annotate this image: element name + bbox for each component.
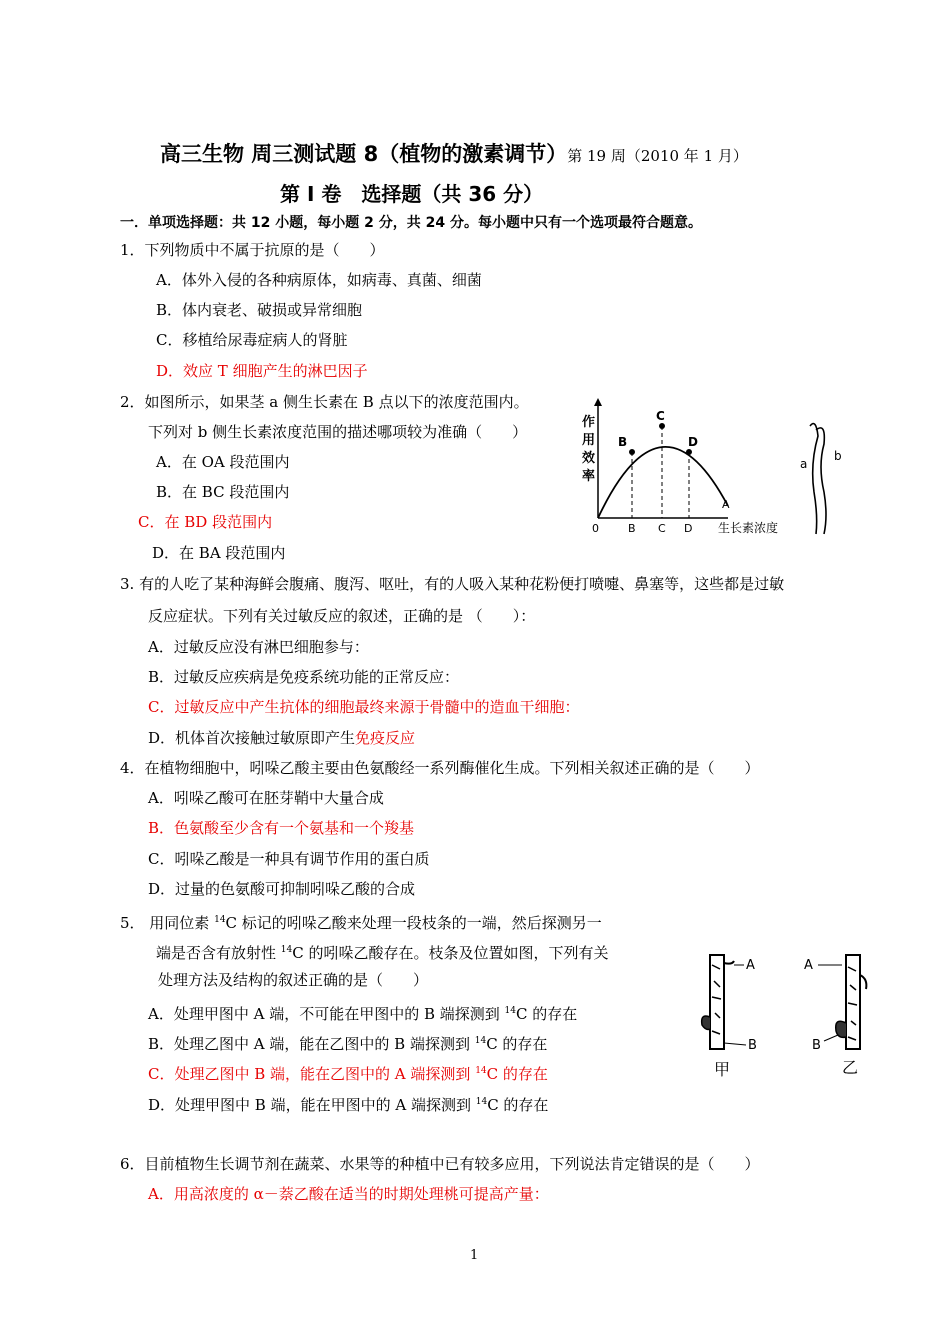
yi-pointer-b: [824, 1035, 838, 1041]
stem-drawing: [810, 424, 826, 534]
stem-label-a: a: [800, 457, 808, 471]
stem-label-b: b: [834, 449, 842, 463]
y-label-1: 作: [582, 415, 596, 430]
q5-option-c: C．处理乙图中 B 端，能在乙图中的 A 端探测到 $^{14}$C 的存在: [148, 1065, 548, 1083]
yi-label-a: A: [804, 958, 813, 973]
q2-stem-line1: 2．如图所示，如果茎 a 侧生长素在 B 点以下的浓度范围内。: [120, 393, 529, 411]
point-c: [659, 423, 665, 429]
q1-option-c: C．移植给尿毒症病人的肾脏: [156, 331, 348, 349]
q5-stem-line3: 处理方法及结构的叙述正确的是（ ）: [158, 971, 429, 989]
q3-option-b: B．过敏反应疾病是免疫系统功能的正常反应：: [148, 668, 460, 686]
q2-stem-line2: 下列对 b 侧生长素浓度范围的描述哪项较为准确（ ）: [148, 423, 528, 441]
branch-jia: [702, 955, 734, 1049]
q5-option-b: B．处理乙图中 A 端，能在乙图中的 B 端探测到 $^{14}$C 的存在: [148, 1035, 548, 1053]
y-label-3: 效: [582, 451, 596, 466]
q5-stem-line2: 端是否含有放射性 $^{14}$C 的吲哚乙酸存在。枝条及位置如图，下列有关: [156, 944, 609, 962]
branch-figure: [690, 945, 870, 1085]
tick-d: D: [684, 522, 693, 535]
point-b: [629, 449, 635, 455]
tick-0: 0: [592, 522, 599, 535]
section-heading: 一．单项选择题：共 12 小题，每小题 2 分，共 24 分。每小题中只有一个选项最符合题意。: [120, 215, 702, 231]
q3-option-d: D．机体首次接触过敏原即产生免疫反应: [148, 729, 416, 747]
growth-curve-figure: [578, 396, 848, 541]
y-label-4: 率: [582, 469, 596, 484]
tick-c: C: [658, 522, 666, 535]
q1-stem: 1．下列物质中不属于抗原的是（ ）: [120, 241, 385, 259]
page-subtitle: 第 19 周（2010 年 1 月）: [567, 147, 748, 165]
response-curve: [598, 447, 728, 518]
q3-option-c: C．过敏反应中产生抗体的细胞最终来源于骨髓中的造血干细胞：: [148, 698, 580, 716]
yi-label-b: B: [812, 1038, 821, 1053]
q3-option-a: A．过敏反应没有淋巴细胞参与：: [148, 638, 369, 656]
point-label-c: C: [656, 409, 665, 423]
x-axis-label: 生长素浓度: [718, 521, 779, 535]
q5-stem-line1: 5． 用同位素 $^{14}$C 标记的吲哚乙酸来处理一段枝条的一端，然后探测另一: [120, 914, 602, 932]
y-label-2: 用: [582, 433, 596, 448]
q3-stem-line2: 反应症状。下列有关过敏反应的叙述，正确的是 （ ）：: [148, 607, 536, 625]
q5-option-d: D．处理甲图中 B 端，能在甲图中的 A 端探测到 $^{14}$C 的存在: [148, 1096, 549, 1114]
q4-option-a: A．吲哚乙酸可在胚芽鞘中大量合成: [148, 789, 384, 807]
page-title: 高三生物 周三测试题 8（植物的激素调节）第 19 周（2010 年 1 月）: [160, 142, 748, 166]
q1-option-d: D．效应 T 细胞产生的淋巴因子: [156, 362, 368, 380]
point-label-a: A: [722, 498, 730, 511]
q2-option-d: D．在 BA 段范围内: [152, 544, 286, 562]
q1-option-a: A．体外入侵的各种病原体，如病毒、真菌、细菌: [156, 271, 482, 289]
yi-caption: 乙: [842, 1058, 859, 1077]
q2-option-a: A．在 OA 段范围内: [156, 453, 290, 471]
point-label-b: B: [618, 435, 628, 449]
tick-b: B: [628, 522, 636, 535]
q1-option-b: B．体内衰老、破损或异常细胞: [156, 301, 363, 319]
q3-stem-line1: 3. 有的人吃了某种海鲜会腹痛、腹泻、呕吐，有的人吸入某种花粉便打喷嚏、鼻塞等，这些都是过敏: [120, 575, 785, 593]
point-label-d: D: [688, 435, 698, 449]
jia-label-b: B: [748, 1038, 757, 1053]
jia-pointer-b: [724, 1043, 746, 1045]
q5-option-a: A．处理甲图中 A 端，不可能在甲图中的 B 端探测到 $^{14}$C 的存在: [148, 1005, 578, 1023]
q2-option-c: C．在 BD 段范围内: [138, 513, 273, 531]
jia-caption: 甲: [714, 1060, 731, 1079]
q6-stem: 6．目前植物生长调节剂在蔬菜、水果等的种植中已有较多应用，下列说法肯定错误的是（ ）: [120, 1155, 760, 1173]
branch-yi: [836, 955, 867, 1049]
q6-option-a: A．用高浓度的 α－萘乙酸在适当的时期处理桃可提高产量：: [148, 1185, 549, 1203]
point-d: [686, 449, 692, 455]
y-axis-arrow: [594, 398, 602, 406]
part-title: 第 I 卷 选择题（共 36 分）: [280, 182, 544, 206]
jia-label-a: A: [746, 958, 755, 973]
q4-stem: 4．在植物细胞中，吲哚乙酸主要由色氨酸经一系列酶催化生成。下列相关叙述正确的是（ ）: [120, 759, 760, 777]
q4-option-b: B．色氨酸至少含有一个氨基和一个羧基: [148, 819, 415, 837]
q2-option-b: B．在 BC 段范围内: [156, 483, 290, 501]
q4-option-d: D．过量的色氨酸可抑制吲哚乙酸的合成: [148, 880, 416, 898]
page-number: 1: [470, 1248, 479, 1263]
q4-option-c: C．吲哚乙酸是一种具有调节作用的蛋白质: [148, 850, 430, 868]
